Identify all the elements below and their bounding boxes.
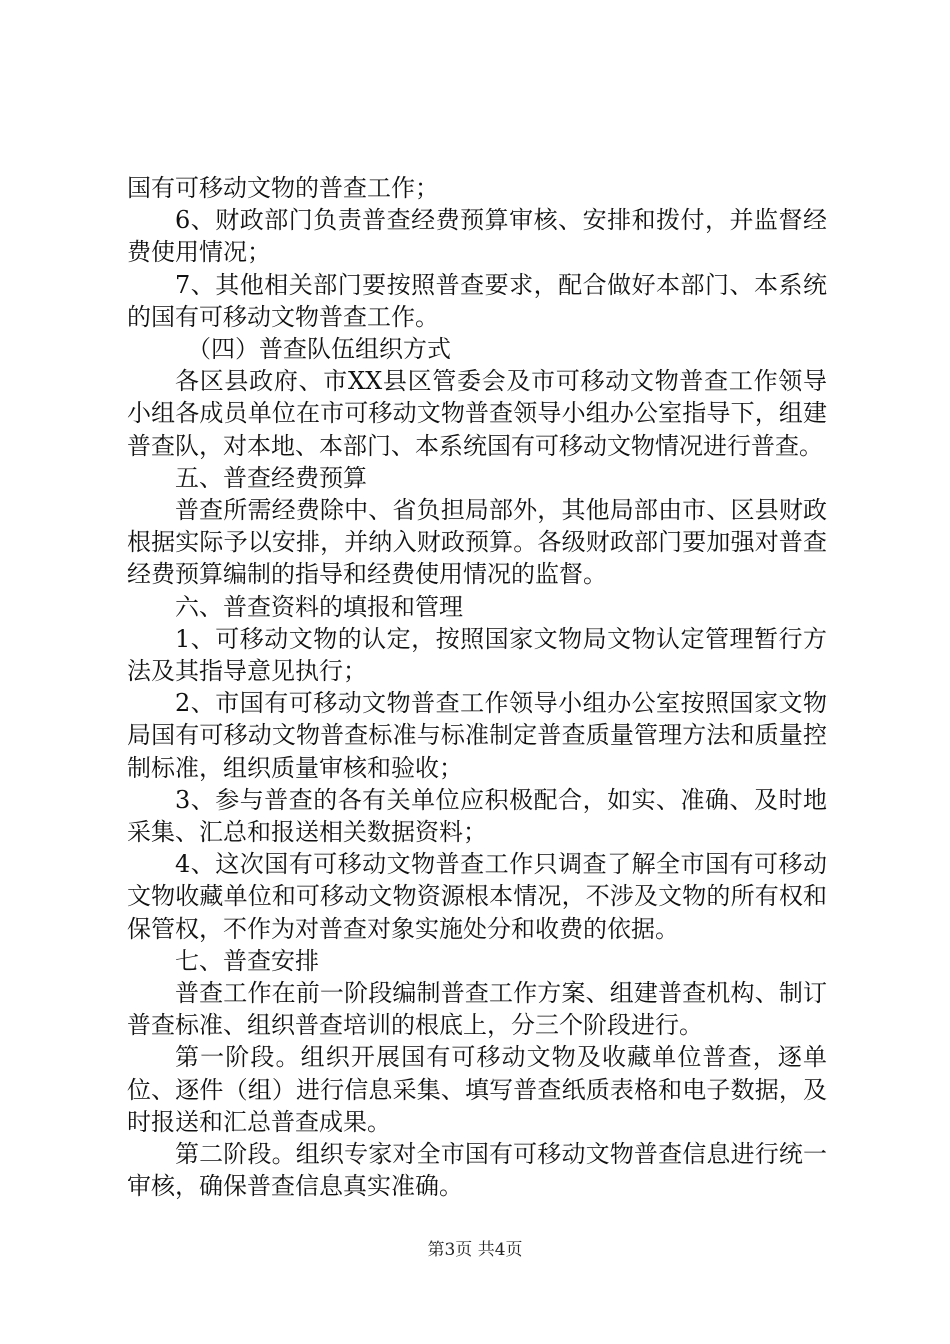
section-heading-team: （四）普查队伍组织方式 — [187, 335, 451, 364]
page-number-footer: 第3页 共4页 — [427, 1240, 523, 1260]
paragraph-other-depts: 7、其他相关部门要按照普查要求，配合做好本部门、本系统的国有可移动文物普查工作。 — [127, 270, 827, 331]
paragraph-budget: 普查所需经费除中、省负担局部外，其他局部由市、区县财政根据实际予以安排，并纳入财政预算。各级财政部门要加强对普查经费预算编制的指导和经费使用情况的监督。 — [127, 496, 827, 589]
paragraph-phase-1: 第一阶段。组织开展国有可移动文物及收藏单位普查，逐单位、逐件（组）进行信息采集、填写普查纸质表格和电子数据，及时报送和汇总普查成果。 — [127, 1043, 827, 1136]
section-heading-data-management: 六、普查资料的填报和管理 — [175, 592, 463, 621]
paragraph-phase-2: 第二阶段。组织专家对全市国有可移动文物普查信息进行统一审核，确保普查信息真实准确。 — [127, 1140, 827, 1201]
paragraph-item-2: 2、市国有可移动文物普查工作领导小组办公室按照国家文物局国有可移动文物普查标准与标准制定普查质量管理方法和质量控制标准，组织质量审核和验收； — [127, 689, 827, 782]
section-heading-budget: 五、普查经费预算 — [175, 463, 367, 492]
paragraph-schedule-intro: 普查工作在前一阶段编制普查工作方案、组建普查机构、制订普查标准、组织普查培训的根底上，分三个阶段进行。 — [127, 979, 827, 1040]
paragraph-item-4: 4、这次国有可移动文物普查工作只调查了解全市国有可移动文物收藏单位和可移动文物资源根本情况，不涉及文物的所有权和保管权，不作为对普查对象实施处分和收费的依据。 — [127, 850, 827, 943]
paragraph-continuation: 国有可移动文物的普查工作； — [127, 174, 439, 202]
paragraph-finance-dept: 6、财政部门负责普查经费预算审核、安排和拨付，并监督经费使用情况； — [127, 206, 827, 267]
paragraph-item-3: 3、参与普查的各有关单位应积极配合，如实、准确、及时地采集、汇总和报送相关数据资料； — [127, 785, 827, 847]
paragraph-item-1: 1、可移动文物的认定，按照国家文物局文物认定管理暂行方法及其指导意见执行； — [127, 624, 827, 686]
section-heading-schedule: 七、普查安排 — [175, 946, 319, 975]
document-body — [127, 172, 827, 1203]
paragraph-team-organization: 各区县政府、市XX县区管委会及市可移动文物普查工作领导小组各成员单位在市可移动文物普查领导小组办公室指导下，组建普查队，对本地、本部门、本系统国有可移动文物情况进行普查。 — [127, 367, 827, 460]
